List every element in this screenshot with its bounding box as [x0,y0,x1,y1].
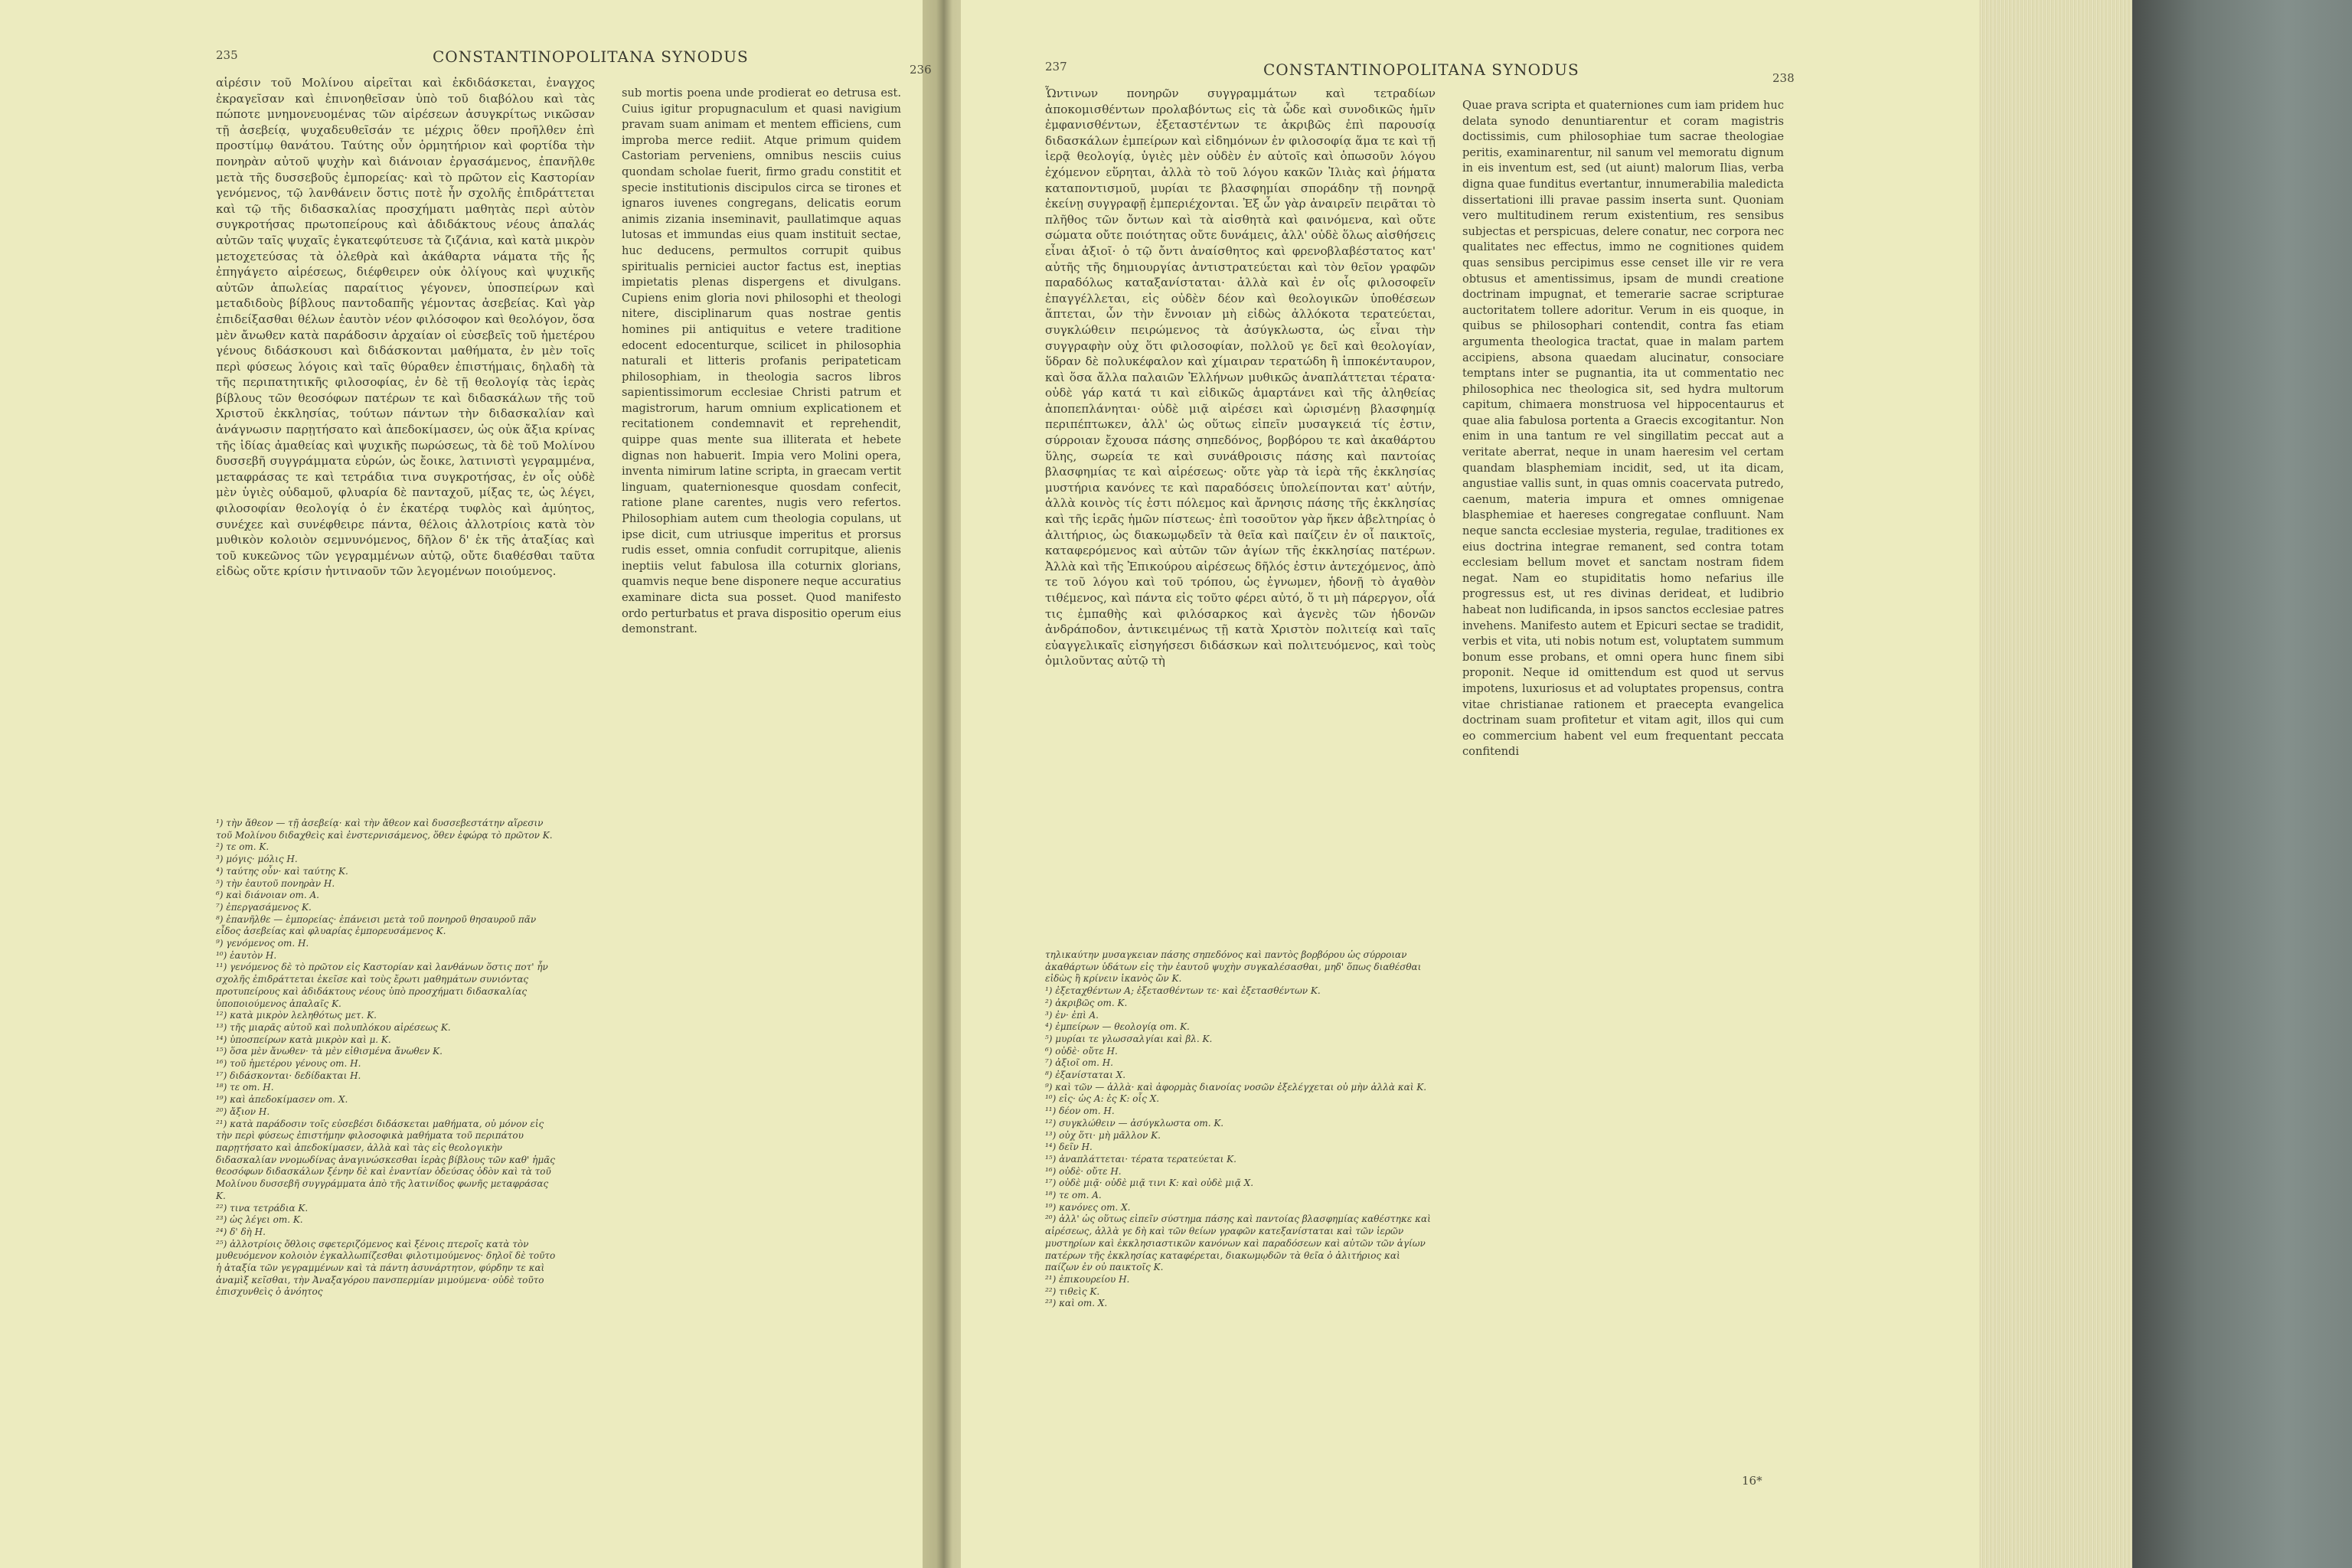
apparatus-note: ¹⁹) κανόνες om. X. [1045,1201,1131,1213]
apparatus-note: ¹⁴) ὑποσπείρων κατὰ μικρὸν καὶ μ. K. [216,1034,391,1045]
apparatus-note: ¹⁹) καὶ ἀπεδοκίμασεν om. X. [216,1094,348,1106]
apparatus-note: ¹⁶) τοῦ ἡμετέρου γένους om. H. [216,1058,361,1070]
page-number-236: 236 [910,63,932,77]
apparatus-note: ⁴) ἐμπείρων — θεολογίᾳ om. K. [1045,1021,1190,1033]
page-number-238: 238 [1772,71,1795,85]
apparatus-note: ²) ἀκριβῶς om. K. [1045,997,1128,1008]
latin-text-column: sub mortis poena unde prodierat eo detrusa est. Cuius igitur propugnaculum et quasi navigium pravam suam animam et mentem efficiens, cum improba merce rediit. Atque primum quidem Castoriam perveniens, omnibus nesciis cuius quondam scholae fuerit, firmo gradu constitit et specie institutionis discipulos circa se tirones et ignaros iuvenes congregans, delicatis eorum animis zizania inseminavit, paullatimque aquas lutosas et immundas eius quam instituit sectae, huc deducens, permultos corrupit quibus spiritualis perniciei auctor factus est, ineptias impietatis plenas dispergens et divulgans. Cupiens enim gloria novi philosophi et theologi nitere, disciplinarum quas nostrae gentis homines pii antiquitus e vetere traditione edocent edocenturque, scilicet in philosophia naturali et litteris profanis peripateticam philosophiam, in theologia sacros libros sapientissimorum ecclesiae Christi patrum et magistrorum, harum omnium explicationem et recitationem condemnavit et reprehendit, quippe quas mente sua illiterata et hebete dignas non habuerit. Impia vero Molini opera, inventa nimirum latine scripta, in graecam vertit linguam, quaternionesque quosdam confecit, ratione plane carentes, nugis vero refertos. Philosophiam autem cum theologia copulans, ut ipse dicit, cum utriusque imperitus et prorsus rudis esset, omnia confudit corrupitque, alienis ineptiis velut fabulosa illa coturnix glorians, quamvis neque bene disponere neque accuratius examinare dicta sua posset. Quod manifesto ordo perturbatus et prava dispositio operum eius demonstrant. [622,87,901,636]
apparatus-note: ⁷) ἀξιοῖ om. H. [1045,1057,1113,1069]
apparatus-note: ³) μόγις· μόλις H. [216,854,298,865]
apparatus-note: ²⁴) δ' δὴ H. [216,1226,266,1237]
apparatus-note: ⁷) ἐπεργασάμενος K. [216,901,312,913]
signature-mark: 16* [1742,1474,1762,1488]
apparatus-note: ¹³) τῆς μιαρᾶς αὐτοῦ καὶ πολυπλόκου αἱρέσεως K. [216,1021,451,1033]
apparatus-note: ¹³) οὐχ ὅτι· μὴ μᾶλλον K. [1045,1129,1161,1141]
apparatus-note: ¹⁰) ἑαυτὸν H. [216,949,277,961]
page-edges [1979,0,2132,1568]
apparatus-note: ⁸) ἐξανίσταται X. [1045,1070,1126,1081]
apparatus-note: ⁴) ταύτης οὖν· καὶ ταύτης K. [216,865,348,877]
apparatus-note: ²) τε om. K. [216,841,270,853]
apparatus-note: ⁸) ἐπανῆλθε — ἐμπορείας· ἐπάνεισι μετὰ τοῦ πονηροῦ θησαυροῦ πᾶν εἶδος ἀσεβείας καὶ φλυαρίας ἐμπορευσάμενος K. [216,913,537,937]
apparatus-note: ²²) τινα τετράδια K. [216,1202,309,1214]
apparatus-note: ¹) τὴν ἄθεον — τῇ ἀσεβείᾳ· καὶ τὴν ἄθεον καὶ δυσσεβεστάτην αἵρεσιν τοῦ Μολίνου διδαχθεὶς καὶ ἐνστερνισάμενος, ὅθεν ἐφώρᾳ τὸ πρῶτον K. [216,818,553,841]
right-page [961,0,1979,1568]
apparatus-note: ¹²) κατὰ μικρὸν λεληθότως μετ. K. [216,1010,377,1021]
apparatus-note: ⁶) οὐδὲ· οὔτε H. [1045,1045,1118,1057]
apparatus-note: ¹⁰) εἰς· ὡς A: ἐς K: οἷς X. [1045,1093,1160,1105]
apparatus-note: ²³) καὶ om. X. [1045,1298,1108,1309]
running-head-left: CONSTANTINOPOLITANA SYNODUS [433,47,749,66]
apparatus-note: ²⁵) ἀλλοτρίοις ὄθλοις σφετεριζόμενος καὶ ξένοις πτεροῖς κατὰ τὸν μυθευόμενον κολοιὸν ἐγκαλλωπίζεσθαι φιλοτιμούμενος· δηλοῖ δὲ τοῦτο ἡ ἀταξία τῶν γεγραμμένων καὶ τὰ πάντη ἀσυνάρτητον, φύρδην τε καὶ ἀναμὶξ κεῖσθαι, τὴν Ἀναξαγόρου πανσπερμίαν μιμούμενα· οὐδὲ τοῦτο ἐπισχυνθεὶς ὁ ἀνόητος [216,1238,556,1298]
apparatus-note: ⁵) μυρίαι τε γλωσσαλγίαι καὶ βλ. K. [1045,1033,1213,1044]
apparatus-note: ¹⁷) διδάσκονται· δεδίδακται H. [216,1070,361,1081]
apparatus-note: ⁶) καὶ διάνοιαν om. A. [216,890,319,901]
apparatus-note: ²²) τιθεὶς K. [1045,1285,1100,1297]
apparatus-note: ¹²) συγκλώθειν — ἀσύγκλωστα om. K. [1045,1117,1224,1129]
apparatus-note: ²⁰) ἀλλ' ὡς οὕτως εἰπεῖν σύστημα πάσης καὶ παντοίας βλασφημίας καθέστηκε καὶ αἱρέσεως, ἀλλὰ γε δὴ καὶ τῶν θείων γραφῶν κατεξανίσταται καὶ τῶν ἱερῶν μυστηρίων καὶ ἐκκλησιαστικῶν κανόνων καὶ παραδόσεων καὶ αὐτῶν τῶν ἁγίων πατέρων τῆς ἐκκλησίας καταφέρεται, διακωμῳδῶν τὰ θεῖα ὁ ἀλιτήριος καὶ παίζων ἐν οὐ παικτοῖς K. [1045,1214,1431,1273]
apparatus-note: ²⁰) ἄξιον H. [216,1106,270,1117]
apparatus-note: ⁹) γενόμενος om. H. [216,938,309,949]
apparatus-note: ¹⁵) ὅσα μὲν ἄνωθεν· τὰ μὲν εἰθισμένα ἄνωθεν K. [216,1046,443,1057]
apparatus-note: ¹¹) γενόμενος δὲ τὸ πρῶτον εἰς Καστορίαν καὶ λανθάνων ὅστις ποτ' ἦν σχολῆς ἐπιδράττεται ἐκεῖσε καὶ τοὺς ἔρωτι μαθημάτων συνιόντας προτυπείρους καὶ ἀδιδάκτους νέους ὑπὸ προσχήματι διδασκαλίας ὑποποιούμενος ἁπαλαῖς K. [216,962,548,1009]
book-cover [2132,0,2352,1568]
greek-text-column: Ὧντινων πονηρῶν συγγραμμάτων καὶ τετραδίων ἀποκομισθέντων προλαβόντως εἰς τὰ ὧδε καὶ συνοδικῶς ἡμῖν ἐμφανισθέντων, ἐξεταστέντων τε ἀκριβῶς ἐπὶ παρουσίᾳ διδασκάλων ἐμπείρων καὶ εἰδημόνων ἐν φιλοσοφίᾳ ἅμα τε καὶ τῇ ἱερᾷ θεολογίᾳ, ὑγιὲς μὲν οὐδὲν ἐν αὐτοῖς καὶ ὁπωσοῦν λόγου ἐχόμενον εὕρηται, ἀλλὰ τὸ τοῦ λόγου κακῶν Ἰλιὰς καὶ ῥήματα καταποντισμοῦ, μυρίαι τε βλασφημίαι σποράδην τῇ πονηρᾷ ἐκείνῃ συγγραφῇ ἐμπεριέχονται. Ἐξ ὧν γὰρ ἀναιρεῖν πειρᾶται τὸ πλῆθος τῶν ὄντων καὶ τὰ αἰσθητὰ καὶ φαινόμενα, καὶ οὔτε σώματα οὔτε ποιότητας οὔτε δυνάμεις, ἀλλ' οὐδὲ ὅλως αἰσθήσεις εἶναι ἀξιοῖ· ὁ τῷ ὄντι ἀναίσθητος καὶ φρενοβλαβέστατος κατ' αὐτῆς τῆς δημιουργίας ἀντιστρατεύεται καὶ τὸν θεῖον γραφῶν παραδόλως καταξανίσταται· ἀλλὰ καὶ ἐν οἷς φιλοσοφεῖν ἐπαγγέλλεται, εἰς οὐδὲν δέον καὶ θεολογικῶν ὑποθέσεων ἅπτεται, ὧν τὴν ἔννοιαν μὴ εἰδὼς ἀλλόκοτα τερατεύεται, συγκλώθειν πειρώμενος τὰ ἀσύγκλωστα, ὡς εἶναι τὴν συγγραφὴν οὐχ ὅτι φιλοσοφίαν, πολλοῦ γε δεῖ καὶ θεολογίαν, ὕδραν δὲ πολυκέφαλον καὶ χίμαιραν τερατώδη ἢ ἱπποκένταυρον, καὶ ὅσα ἄλλα παλαιῶν Ἑλλήνων μυθικῶς ἀναπλάττεται τέρατα· οὐδὲ γάρ κατά τι καὶ εἰδικῶς ἁμαρτάνει καὶ τῆς ἀληθείας ἀποπεπλάνηται· οὐδὲ μιᾷ αἱρέσει καὶ ὡρισμένῃ βλασφημίᾳ περιπέπτωκεν, ἀλλ' ὡς οὕτως εἰπεῖν μυσαγκειά τίς ἐστιν, σύρροιαν ἔχουσα πάσης σηπεδόνος, βορβόρου τε καὶ ἀκαθάρτου ὕλης, σωρεία τε καὶ συνάθροισις πάσης καὶ παντοίας βλασφημίας τε καὶ αἱρέσεως· οὔτε γὰρ τὰ ἱερὰ τῆς ἐκκλησίας μυστήρια κανόνες τε καὶ παραδόσεις ὑπολείπονται κατ' αὐτήν, ἀλλὰ κοινὸς τίς ἐστι πόλεμος καὶ ἄρνησις πάσης τῆς ἐκκλησίας καὶ τῆς ἱερᾶς ἡμῶν πίστεως· ἐπὶ τοσοῦτον γὰρ ἥκεν ἀβελτηρίας ὁ ἀλιτήριος, ὡς διακωμῳδεῖν τὰ θεῖα καὶ παίζειν ἐν οἷ παικτοῖς, καταφερόμενος καὶ αὐτῶν τῶν ἁγίων τῆς ἐκκλησίας πατέρων. Ἀλλὰ καὶ τῆς Ἐπικούρου αἱρέσεως δῆλός ἐστιν ἀντεχόμενος, ἀπὸ τε τοῦ λόγου καὶ τοῦ τρόπου, ὡς ἐγνωμεν, ἡδονῇ τὸ ἀγαθὸν τιθέμενος, καὶ πάντα εἰς τοῦτο φέρει αὐτό, ὅ τι μὴ πάρεργον, οἷά τις ἐμπαθὴς καὶ φιλόσαρκος καὶ ἀγενὲς τῶν ἡδονῶν ἀνδράποδον, ἀντικειμένως τῇ κατὰ Χριστὸν πολιτείᾳ καὶ ταῖς εὐαγγελικαῖς εἰσηγήσεσι διδάσκων καὶ πολιτευόμενος, καὶ τοὺς ὁμιλοῦντας αὐτῷ τὴ [1045,87,1436,668]
apparatus-note: ¹¹) δέον om. H. [1045,1106,1115,1117]
apparatus-note: ²¹) ἐπικουρείου H. [1045,1273,1130,1285]
apparatus-note: ²³) ὡς λέγει om. K. [216,1214,303,1226]
greek-text-column: αἱρέσιν τοῦ Μολίνου αἱρεῖται καὶ ἐκδιδάσκεται, ἐναγχος ἐκραγεῖσαν καὶ ἐπινοηθεῖσαν ὑπὸ τοῦ διαβόλου καὶ τὰς πώποτε μνημονευομένας τῶν αἱρέσεων ἀσυγκρίτως νικῶσαν τῇ ἀσεβείᾳ, ψυχαδευθεῖσάν τε μέχρις ὅθεν προῆλθεν ἐπὶ προστίμῳ θανάτου. Ταύτης οὖν ὁρμητήριον καὶ φορτίδα τὴν πονηρὰν αὐτοῦ ψυχὴν καὶ διάνοιαν ἐργασάμενος, ἐπανῆλθε μετὰ τῆς δυσσεβοῦς ἐμπορείας· καὶ τὸ πρῶτον εἰς Καστορίαν γενόμενος, τῷ λανθάνειν ὅστις ποτὲ ἦν σχολῆς ἐπιδράττεται καὶ τῷ τῆς διδασκαλίας προσχήματι μαθητὰς περὶ αὐτὸν συγκροτήσας πρωτοπείρους καὶ ἀδιδάκτους νέους ἁπαλάς αὐτῶν ταῖς ψυχαῖς ἐγκατεφύτευσε τὰ ζιζάνια, καὶ κατὰ μικρὸν μετοχετεύσας τὰ ὀλεθρὰ καὶ ἀκάθαρτα νάματα τῆς ἧς ἐπηγάγετο αἱρέσεως, διέφθειρεν οὐκ ὀλίγους καὶ ψυχικῆς αὐτῶν ἀπωλείας παραίτιος γέγονεν, ὑποσπείρων καὶ μεταδιδοὺς βίβλους παντοδαπῆς γέμοντας ἀσεβείας. Καὶ γὰρ ἐπιδείξασθαι θέλων ἑαυτὸν νέον φιλόσοφον καὶ θεολόγον, ὅσα μὲν ἄνωθεν κατὰ παράδοσιν ἀρχαίαν οἱ εὐσεβεῖς τοῦ ἡμετέρου γένους διδάσκουσι καὶ διδάσκονται μαθήματα, ἐν μὲν τοῖς περὶ φύσεως λόγοις καὶ ταῖς θύραθεν ἐπιστήμαις, δηλαδὴ τὰ τῆς περιπατητικῆς φιλοσοφίας, ἐν δὲ τῇ θεολογίᾳ τὰς ἱερὰς βίβλους τῶν θεοσόφων πατέρων τε καὶ διδασκάλων τῆς τοῦ Χριστοῦ ἐκκλησίας, τούτων πάντων τὴν διδασκαλίαν καὶ ἀνάγνωσιν παρῃτήσατο καὶ ἀπεδοκίμασεν, ὡς οὐκ ἄξια κρίνας τῆς ἰδίας ἀμαθείας καὶ ψυχικῆς πωρώσεως, τὰ δὲ τοῦ Μολίνου δυσσεβῆ συγγράμματα εὑρών, ὡς ἔοικε, λατινιστὶ γεγραμμένα, μεταφράσας τε καὶ τετράδια τινα συγκροτήσας, ἐν οἷς οὐδὲ μὲν ὑγιὲς οὐδαμοῦ, φλυαρία δὲ πανταχοῦ, μίξας τε, ὡς λέγει, φιλοσοφίαν θεολογίᾳ ὁ ἐν ἑκατέρᾳ τυφλὸς καὶ ἀμύητος, συνέχεε καὶ συνέφθειρε πάντα, θέλοις ἀλλοτρίοις κατὰ τὸν μυθικὸν κολοιὸν σεμνυνόμενος, δῆλον δ' ἐκ τῆς ἀταξίας καὶ τοῦ κυκεῶνος τῶν γεγραμμένων αὐτῷ, οὔτε διαθέσθαι ταῦτα εἰδὼς οὔτε κρίσιν ἠντιναοῦν τῶν λεγομένων ποιούμενος. [216,76,595,579]
apparatus-note: ¹⁷) οὐδὲ μιᾷ· οὐδὲ μιᾷ τινι K: καὶ οὐδὲ μιᾷ X. [1045,1178,1254,1189]
apparatus-notes-right [1045,949,1436,1512]
apparatus-note: ⁵) τὴν ἑαυτοῦ πονηρὰν H. [216,877,335,889]
apparatus-note: ¹⁵) ἀναπλάττεται· τέρατα τερατεύεται K. [1045,1153,1236,1165]
page-number-237: 237 [1045,60,1067,74]
apparatus-note: τηλικαύτην μυσαγκειαν πάσης σηπεδόνος καὶ παντὸς βορβόρου ὡς σύρροιαν ἀκαθάρτων ὑδάτων εἰς τὴν ἑαυτοῦ ψυχὴν συγκαλέσασθαι, μηδ' ὅπως διαθέσθαι εἰδὼς ἢ κρίνειν ἱκανὸς ὤν K. [1045,949,1422,985]
apparatus-note: ¹) ἐξεταχθέντων A; ἐξετασθέντων τε· καὶ ἐξετασθέντων K. [1045,985,1321,997]
apparatus-note: ⁹) καὶ τῶν — ἀλλὰ· καὶ ἀφορμὰς διανοίας νοσῶν ἐξελέγχεται οὐ μὴν ἀλλὰ καὶ K. [1045,1081,1427,1093]
page-number-235: 235 [216,48,238,62]
latin-text-column: Quae prava scripta et quaterniones cum iam pridem huc delata synodo denuntiarentur et coram magistris doctissimis, cum philosophiae tum sacrae theologiae peritis, examinarentur, nil sanum vel memoratu dignum in eis inventum est, sed (ut aiunt) malorum Ilias, verba digna quae funditus evertantur, innumerabilia maledicta dissertationi illi pravae passim inserta sunt. Quoniam vero multitudinem rerum existentium, res sensibus subjectas et perspicuas, delere conatur, nec corpora nec qualitates nec effectus, immo ne cognitiones quidem quas sensibus percipimus esse censet ille vir re vera obtusus et amentissimus, ipsam de mundi creatione doctrinam impugnat, et temerarie sacrae scripturae auctoritatem tollere adoritur. Verum in eis quoque, in quibus se philosophari contendit, contra fas etiam argumenta theologica tractat, quae in malam partem accipiens, absona quaedam alucinatur, consociare temptans inter se pugnantia, ita ut commentatio nec philosophica nec theologica sit, sed hydra multorum capitum, chimaera monstruosa vel hippocentaurus et quae alia fabulosa portenta a Graecis excogitantur. Non enim in una tantum re vel singillatim peccat aut a veritate aberrat, neque in unam haeresim vel certam quandam blasphemiam incidit, sed, ut ita dicam, angustiae vallis sunt, in quas omnis coacervata putredo, caenum, materia impura et omnes omnigenae blasphemiae et haereses congregatae confluunt. Nam neque sancta ecclesiae mysteria, regulae, traditiones ex eius doctrina integrae remanent, sed contra totam ecclesiam bellum movet et sanctam nostram fidem negat. Nam eo stupiditatis homo nefarius ille progressus est, ut res divinas derideat, et ludibrio habeat non ludificanda, in ipsos sanctos ecclesiae patres invehens. Manifesto autem et Epicuri sectae se tradidit, verbis et vita, uti nobis notum est, voluptatem summum bonum esse probans, et omni opera hunc finem sibi proponit. Neque id omittendum est quod ut servus impotens, luxuriosus et ad voluptates propensus, contra vitae christianae rationem et praecepta evangelica doctrinam suam profitetur et vitam agit, illos qui cum eo commercium habent vel eum frequentant peccata confitendi [1462,99,1784,759]
apparatus-note: ¹⁶) οὐδὲ· οὔτε H. [1045,1165,1122,1177]
apparatus-note: ¹⁸) τε om. A. [1045,1190,1102,1201]
apparatus-note: ¹⁴) δεῖν H. [1045,1142,1093,1153]
apparatus-note: ²¹) κατὰ παράδοσιν τοῖς εὐσεβέσι διδάσκεται μαθήματα, οὐ μόνον εἰς τὴν περὶ φύσεως ἐπιστήμην φιλοσοφικὰ μαθήματα τοῦ περιπάτου παρῃτήσατο καὶ ἀπεδοκίμασεν, ἀλλὰ καὶ τὰς εἰς θεολογικὴν διδασκαλίαν ννομωδίνας ἀναγινώσκεσθαι ἱερὰς βίβλους τῶν καθ' ἡμᾶς θεοσόφων διδασκάλων ξένην δὲ καὶ ἐναντίαν ὁδεύσας ὁδὸν καὶ τὰ τοῦ Μολίνου δυσσεβῆ συγγράμματα ἀπὸ τῆς λατινίδος φωνῆς μεταφράσας K. [216,1118,555,1201]
running-head-right: CONSTANTINOPOLITANA SYNODUS [1263,60,1579,79]
apparatus-note: ³) ἐν· ἐπὶ A. [1045,1009,1099,1021]
left-page [0,0,932,1568]
apparatus-note: ¹⁸) τε om. H. [216,1082,274,1093]
apparatus-notes-left [216,818,560,1522]
